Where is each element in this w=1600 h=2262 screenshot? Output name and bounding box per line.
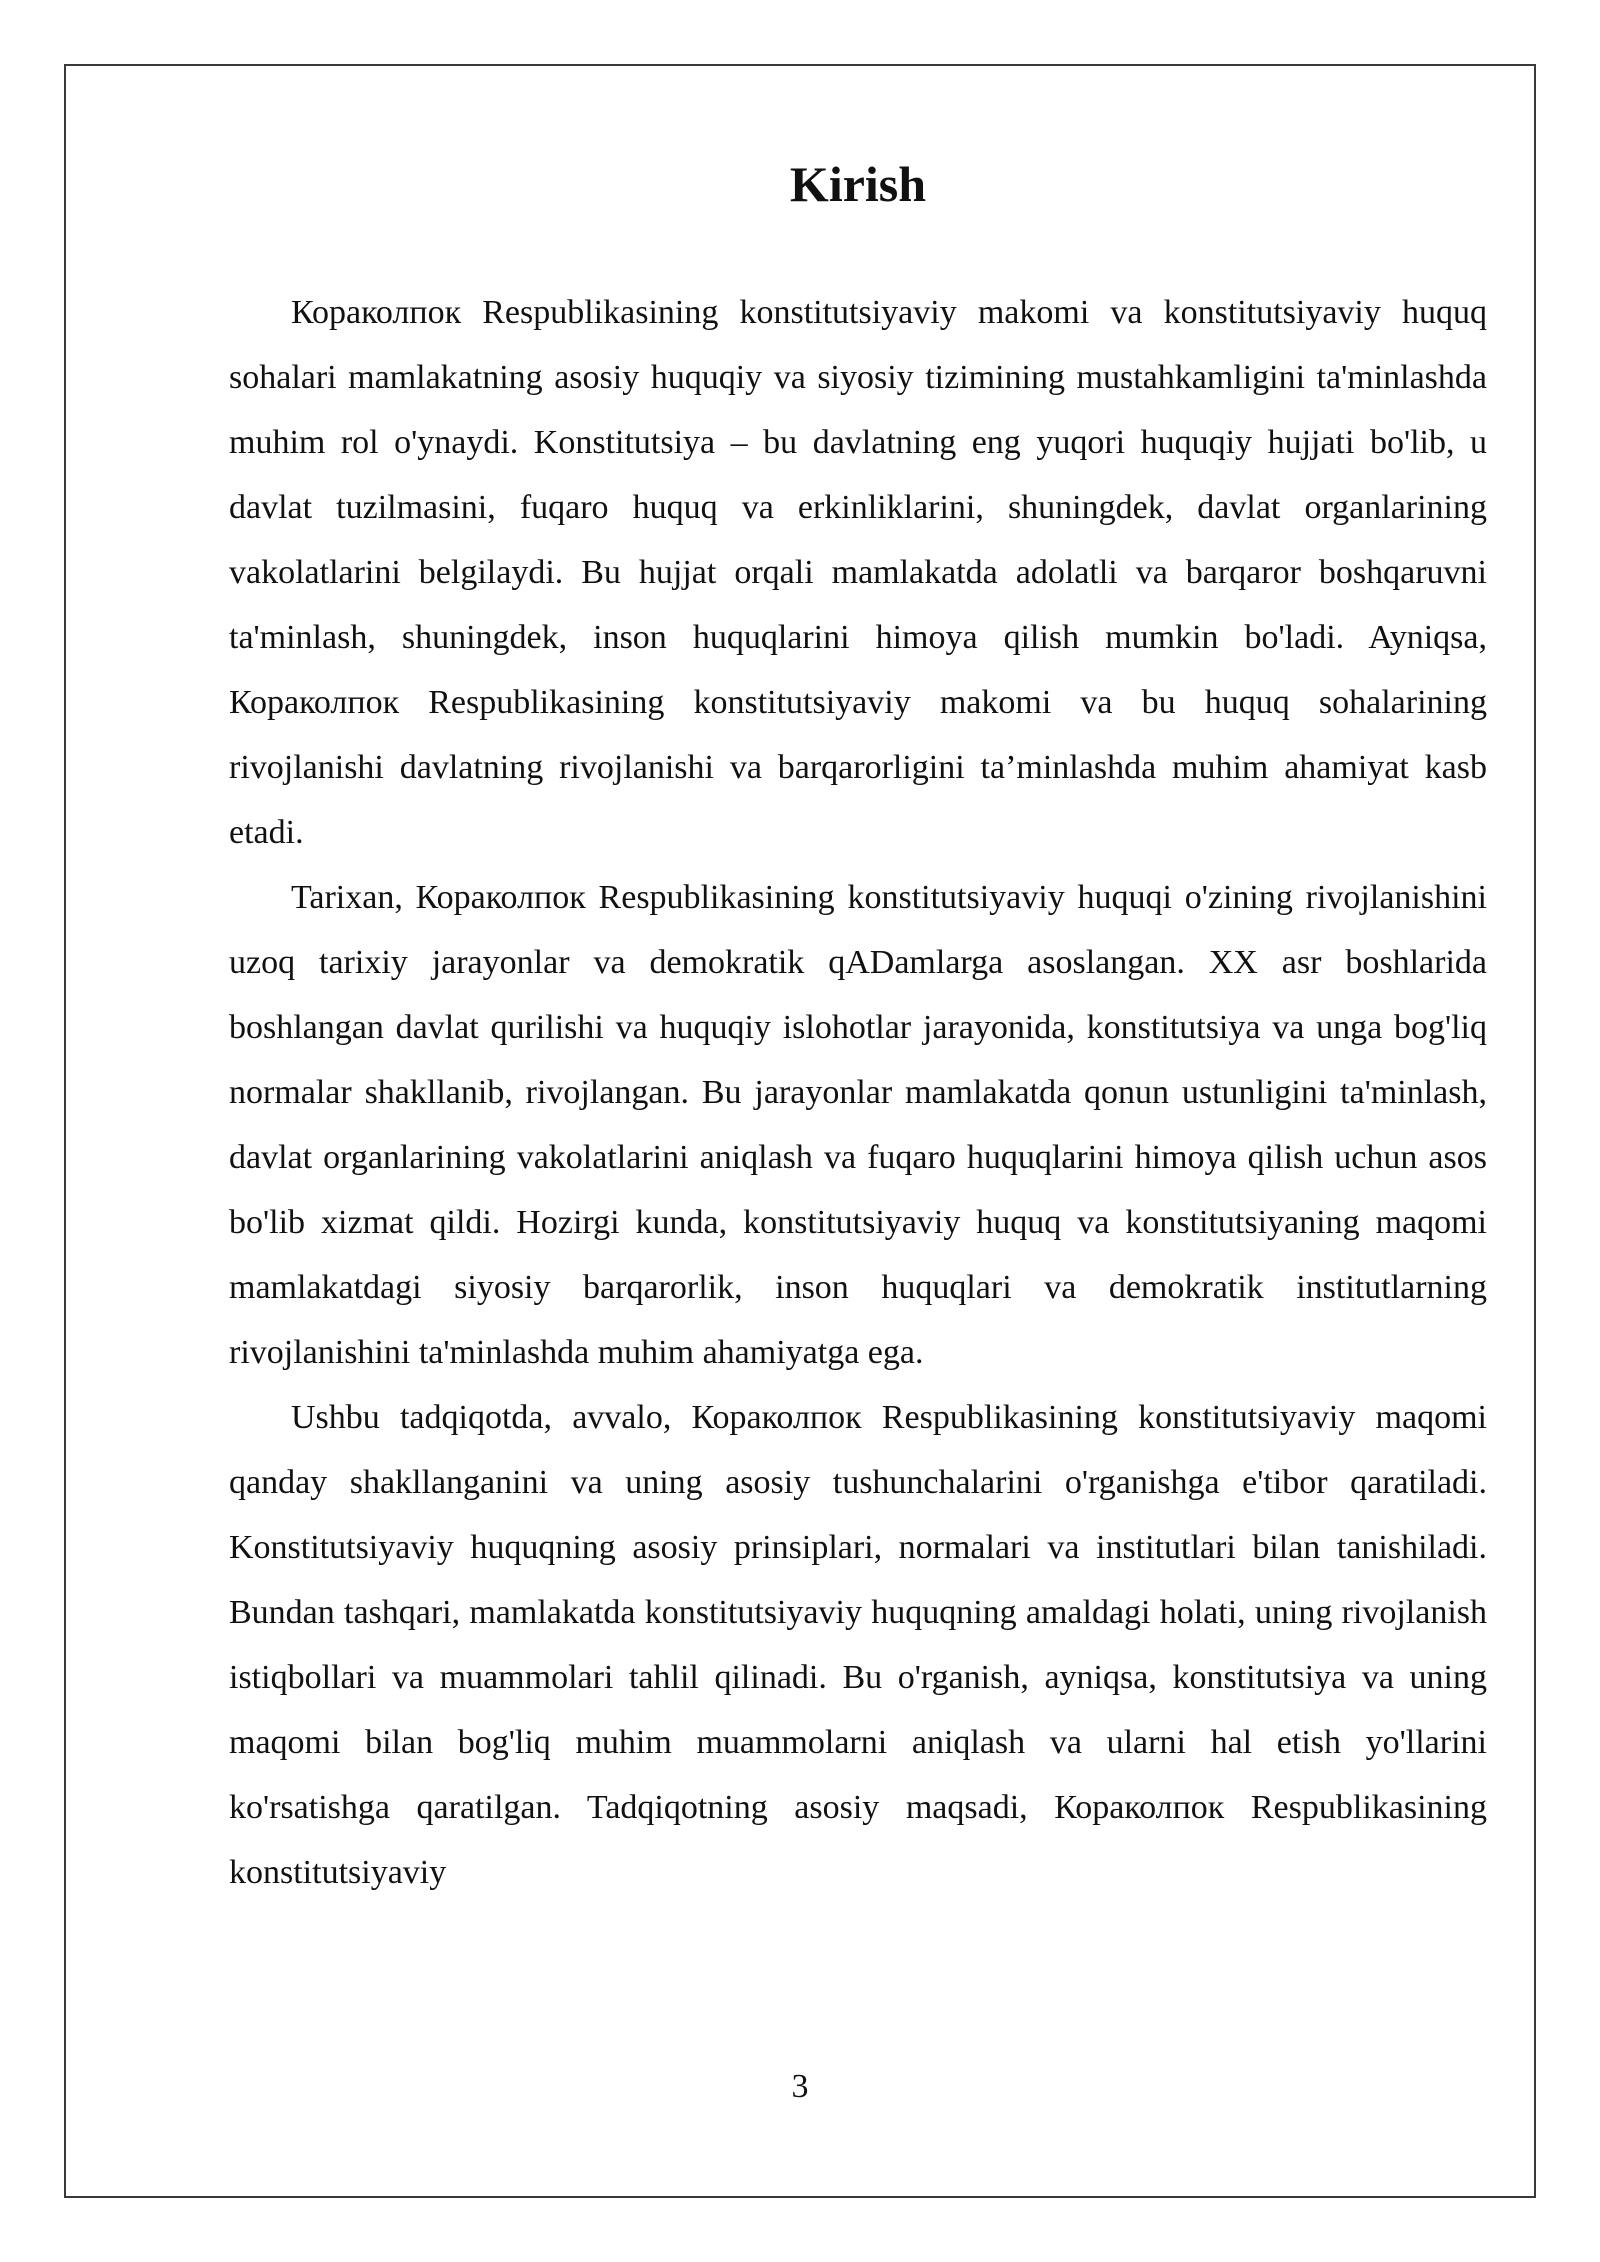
paragraph-2: Tarixan, Кораколпок Respublikasining konstitutsiyaviy huquqi o'zining rivojlanishini uzoq tarixiy jarayonlar va demokratik qADamlarga asoslangan. XX asr boshlarida boshlangan davlat qurilishi va huquqiy islohotlar jarayonida, konstitutsiya va unga bog'liq normalar shakllanib, rivojlangan. Bu jarayonlar mamlakatda qonun ustunligini ta'minlash, davlat organlarining vakolatlarini aniqlash va fuqaro huquqlarini himoya qilish uchun asos bo'lib xizmat qildi. Hozirgi kunda, konstitutsiyaviy huquq va konstitutsiyaning maqomi mamlakatdagi siyosiy barqarorlik, inson huquqlari va demokratik institutlarning rivojlanishini ta'minlashda muhim ahamiyatga ega. xyxy=(229,879,1487,1371)
page-number: 3 xyxy=(791,2068,809,2105)
document-title: Kirish xyxy=(789,156,927,212)
paragraph-3: Ushbu tadqiqotda, avvalo, Кораколпок Respublikasining konstitutsiyaviy maqomi qanday shakllanganini va uning asosiy tushunchalarini o'rganishga e'tibor qaratiladi. Konstitutsiyaviy huquqning asosiy prinsiplari, normalari va institutlari bilan tanishiladi. Bundan tashqari, mamlakatda konstitutsiyaviy huquqning amaldagi holati, uning rivojlanish istiqbollari va muammolari tahlil qilinadi. Bu o'rganish, ayniqsa, konstitutsiya va uning maqomi bilan bog'liq muhim muammolarni aniqlash va ularni hal etish yo'llarini ko'rsatishga qaratilgan. Tadqiqotning asosiy maqsadi, Кораколпок Respublikasining konstitutsiyaviy xyxy=(229,1399,1487,1891)
paragraph-1: Кораколпок Respublikasining konstitutsiyaviy makomi va konstitutsiyaviy huquq sohalari mamlakatning asosiy huquqiy va siyosiy tizimining mustahkamligini ta'minlashda muhim rol o'ynaydi. Konstitutsiya – bu davlatning eng yuqori huquqiy hujjati bo'lib, u davlat tuzilmasini, fuqaro huquq va erkinliklarini, shuningdek, davlat organlarining vakolatlarini belgilaydi. Bu hujjat orqali mamlakatda adolatli va barqaror boshqaruvni ta'minlash, shuningdek, inson huquqlarini himoya qilish mumkin bo'ladi. Ayniqsa, Кораколпок Respublikasining konstitutsiyaviy makomi va bu huquq sohalarining rivojlanishi davlatning rivojlanishi va barqarorligini ta’minlashda muhim ahamiyat kasb etadi. xyxy=(229,294,1487,851)
document-body xyxy=(229,150,1487,1905)
